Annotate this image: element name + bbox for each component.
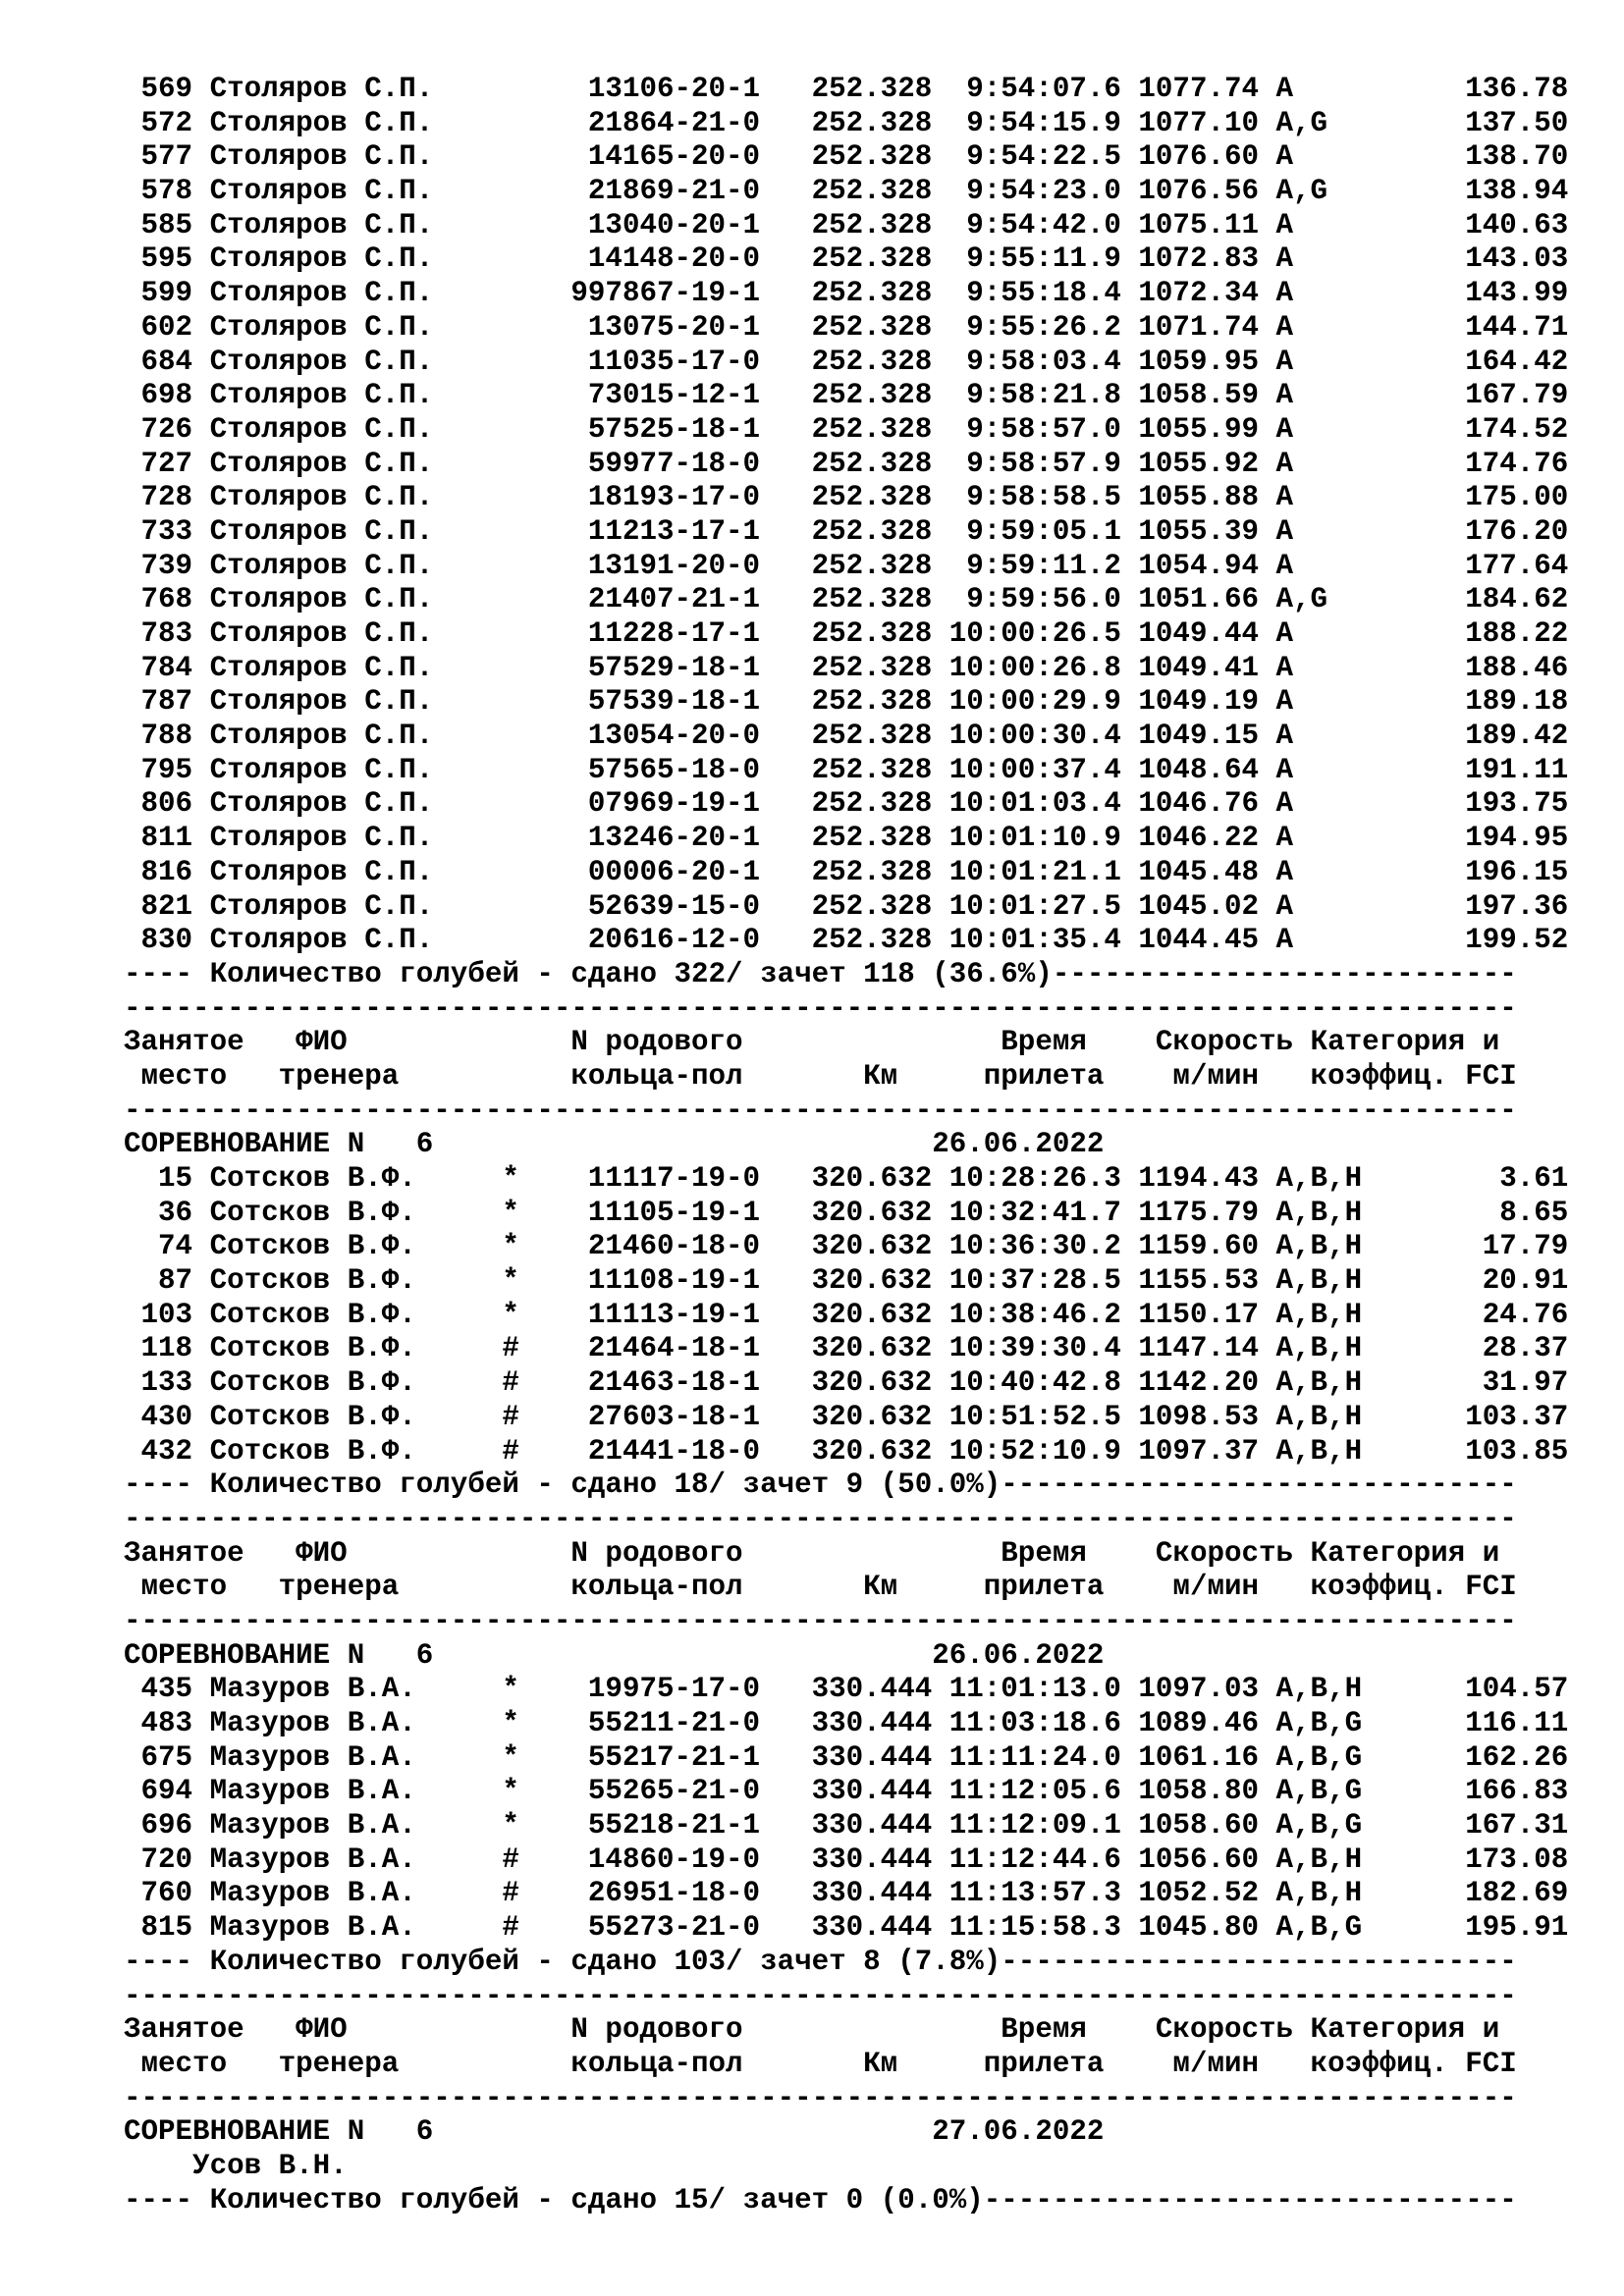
result-row: 760 Мазуров В.А. # 26951-18-0 330.444 11:13:57.3 1052.52 A,B,H 182.69	[124, 1877, 1569, 1910]
result-row: 768 Столяров С.П. 21407-21-1 252.328 9:59:56.0 1051.66 A,G 184.62	[124, 583, 1569, 616]
result-row: 602 Столяров С.П. 13075-20-1 252.328 9:55:26.2 1071.74 A 144.71	[124, 310, 1569, 344]
summary-line: ---------------------------------------------------------------------------------	[124, 2081, 1517, 2114]
summary-line: ---------------------------------------------------------------------------------	[124, 1979, 1517, 2012]
summary-line: ---------------------------------------------------------------------------------	[124, 1094, 1517, 1127]
table-header-line: Занятое ФИО N родового Время Скорость Категория и	[124, 1026, 1500, 1059]
summary-line: ---- Количество голубей - сдано 103/ зачет 8 (7.8%)------------------------------	[124, 1945, 1517, 1978]
result-row: 585 Столяров С.П. 13040-20-1 252.328 9:54:42.0 1075.11 A 140.63	[124, 208, 1569, 241]
competition-heading: СОРЕВНОВАНИЕ N 6 26.06.2022	[124, 1128, 1105, 1161]
trainer-row: Усов В.Н.	[124, 2149, 348, 2182]
result-row: 816 Столяров С.П. 00006-20-1 252.328 10:01:21.1 1045.48 A 196.15	[124, 855, 1569, 888]
result-row: 432 Сотсков В.Ф. # 21441-18-0 320.632 10:52:10.9 1097.37 A,B,H 103.85	[124, 1434, 1569, 1468]
result-row: 15 Сотсков В.Ф. * 11117-19-0 320.632 10:28:26.3 1194.43 A,B,H 3.61	[124, 1162, 1569, 1195]
result-row: 435 Мазуров В.А. * 19975-17-0 330.444 11:01:13.0 1097.03 A,B,H 104.57	[124, 1673, 1569, 1706]
result-row: 727 Столяров С.П. 59977-18-0 252.328 9:58:57.9 1055.92 A 174.76	[124, 447, 1569, 480]
result-row: 821 Столяров С.П. 52639-15-0 252.328 10:01:27.5 1045.02 A 197.36	[124, 889, 1569, 923]
table-header-line: место тренера кольца-пол Км прилета м/мин коэффиц. FCI	[124, 2047, 1517, 2080]
result-row: 595 Столяров С.П. 14148-20-0 252.328 9:55:11.9 1072.83 A 143.03	[124, 242, 1569, 276]
result-row: 795 Столяров С.П. 57565-18-0 252.328 10:00:37.4 1048.64 A 191.11	[124, 753, 1569, 786]
result-row: 784 Столяров С.П. 57529-18-1 252.328 10:00:26.8 1049.41 A 188.46	[124, 651, 1569, 684]
result-row: 726 Столяров С.П. 57525-18-1 252.328 9:58:57.0 1055.99 A 174.52	[124, 412, 1569, 446]
table-header-line: место тренера кольца-пол Км прилета м/мин коэффиц. FCI	[124, 1059, 1517, 1093]
result-row: 569 Столяров С.П. 13106-20-1 252.328 9:54:07.6 1077.74 A 136.78	[124, 73, 1569, 105]
result-row: 739 Столяров С.П. 13191-20-0 252.328 9:59:11.2 1054.94 A 177.64	[124, 549, 1569, 582]
result-row: 728 Столяров С.П. 18193-17-0 252.328 9:58:58.5 1055.88 A 175.00	[124, 481, 1569, 514]
result-row: 684 Столяров С.П. 11035-17-0 252.328 9:58:03.4 1059.95 A 164.42	[124, 345, 1569, 378]
result-row: 36 Сотсков В.Ф. * 11105-19-1 320.632 10:32:41.7 1175.79 A,B,H 8.65	[124, 1196, 1569, 1229]
result-row: 830 Столяров С.П. 20616-12-0 252.328 10:01:35.4 1044.45 A 199.52	[124, 924, 1569, 957]
competition-heading: СОРЕВНОВАНИЕ N 6 27.06.2022	[124, 2115, 1105, 2149]
result-row: 696 Мазуров В.А. * 55218-21-1 330.444 11:12:09.1 1058.60 A,B,G 167.31	[124, 1809, 1569, 1842]
table-header-line: Занятое ФИО N родового Время Скорость Категория и	[124, 2013, 1500, 2047]
result-row: 733 Столяров С.П. 11213-17-1 252.328 9:59:05.1 1055.39 A 176.20	[124, 514, 1569, 548]
result-row: 103 Сотсков В.Ф. * 11113-19-1 320.632 10:38:46.2 1150.17 A,B,H 24.76	[124, 1298, 1569, 1331]
result-row: 577 Столяров С.П. 14165-20-0 252.328 9:54:22.5 1076.60 A 138.70	[124, 140, 1569, 174]
result-row: 133 Сотсков В.Ф. # 21463-18-1 320.632 10:40:42.8 1142.20 A,B,H 31.97	[124, 1366, 1569, 1400]
result-row: 787 Столяров С.П. 57539-18-1 252.328 10:00:29.9 1049.19 A 189.18	[124, 685, 1569, 719]
summary-line: ---------------------------------------------------------------------------------	[124, 991, 1517, 1025]
table-header-line: место тренера кольца-пол Км прилета м/мин коэффиц. FCI	[124, 1571, 1517, 1604]
result-row: 783 Столяров С.П. 11228-17-1 252.328 10:00:26.5 1049.44 A 188.22	[124, 617, 1569, 650]
result-row: 806 Столяров С.П. 07969-19-1 252.328 10:01:03.4 1046.76 A 193.75	[124, 787, 1569, 821]
result-row: 675 Мазуров В.А. * 55217-21-1 330.444 11:11:24.0 1061.16 A,B,G 162.26	[124, 1740, 1569, 1774]
results-document	[124, 73, 1597, 2217]
summary-line: ---- Количество голубей - сдано 15/ зачет 0 (0.0%)-------------------------------	[124, 2183, 1517, 2216]
summary-line: ---- Количество голубей - сдано 18/ зачет 9 (50.0%)------------------------------	[124, 1468, 1517, 1502]
result-row: 698 Столяров С.П. 73015-12-1 252.328 9:58:21.8 1058.59 A 167.79	[124, 379, 1569, 412]
competition-heading: СОРЕВНОВАНИЕ N 6 26.06.2022	[124, 1638, 1105, 1672]
result-row: 572 Столяров С.П. 21864-21-0 252.328 9:54:15.9 1077.10 A,G 137.50	[124, 106, 1569, 139]
result-row: 599 Столяров С.П. 997867-19-1 252.328 9:55:18.4 1072.34 A 143.99	[124, 277, 1569, 310]
summary-line: ---------------------------------------------------------------------------------	[124, 1604, 1517, 1637]
result-row: 578 Столяров С.П. 21869-21-0 252.328 9:54:23.0 1076.56 A,G 138.94	[124, 175, 1569, 208]
result-row: 720 Мазуров В.А. # 14860-19-0 330.444 11:12:44.6 1056.60 A,B,H 173.08	[124, 1842, 1569, 1876]
result-row: 694 Мазуров В.А. * 55265-21-0 330.444 11:12:05.6 1058.80 A,B,G 166.83	[124, 1775, 1569, 1808]
result-row: 811 Столяров С.П. 13246-20-1 252.328 10:01:10.9 1046.22 A 194.95	[124, 822, 1569, 855]
result-row: 483 Мазуров В.А. * 55211-21-0 330.444 11:03:18.6 1089.46 A,B,G 116.11	[124, 1707, 1569, 1739]
result-row: 118 Сотсков В.Ф. # 21464-18-1 320.632 10:39:30.4 1147.14 A,B,H 28.37	[124, 1332, 1569, 1365]
result-row: 815 Мазуров В.А. # 55273-21-0 330.444 11:15:58.3 1045.80 A,B,G 195.91	[124, 1911, 1569, 1945]
summary-line: ---- Количество голубей - сдано 322/ зачет 118 (36.6%)---------------------------	[124, 957, 1517, 990]
result-row: 87 Сотсков В.Ф. * 11108-19-1 320.632 10:37:28.5 1155.53 A,B,H 20.91	[124, 1264, 1569, 1298]
summary-line: ---------------------------------------------------------------------------------	[124, 1502, 1517, 1535]
result-row: 74 Сотсков В.Ф. * 21460-18-0 320.632 10:36:30.2 1159.60 A,B,H 17.79	[124, 1230, 1569, 1263]
table-header-line: Занятое ФИО N родового Время Скорость Категория и	[124, 1536, 1500, 1570]
result-row: 430 Сотсков В.Ф. # 27603-18-1 320.632 10:51:52.5 1098.53 A,B,H 103.37	[124, 1400, 1569, 1433]
result-row: 788 Столяров С.П. 13054-20-0 252.328 10:00:30.4 1049.15 A 189.42	[124, 720, 1569, 753]
